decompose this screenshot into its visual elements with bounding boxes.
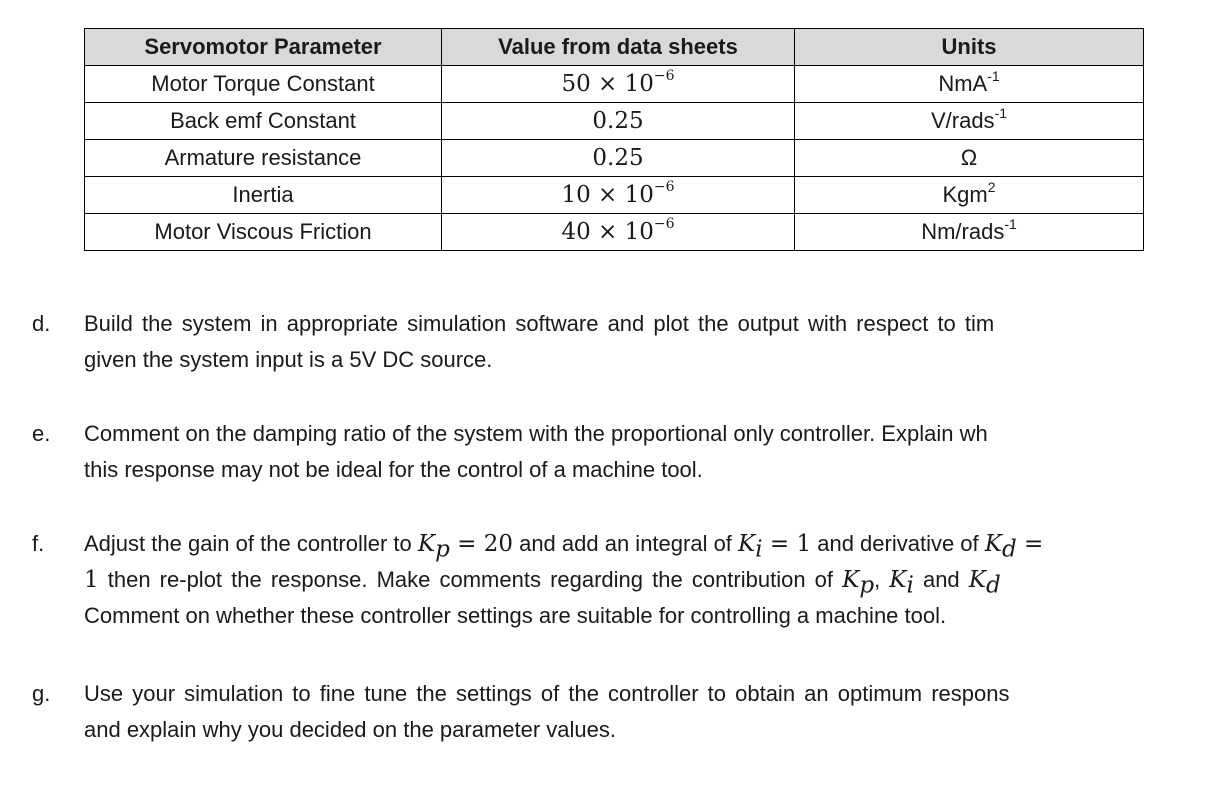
header-units: Units [795,29,1144,66]
question-letter: d. [32,311,51,336]
parameter-cell: Armature resistance [85,140,442,177]
parameter-cell: Back emf Constant [85,103,442,140]
unit-cell: Ω [795,140,1144,177]
value-cell: 0.25 [442,140,795,177]
unit-cell: Nm/rads$^{-1}$ [795,214,1144,251]
question-text: Comment on the damping ratio of the system with the proportional only controller. Explain wh this response may not be ideal for the control of a machine tool. [84,421,988,482]
table-row [85,177,1144,214]
question-list [0,300,1218,812]
question-text: Adjust the gain of the controller to $K_p = 20$ and add an integral of $K_i = 1$ and derivative of $K_d$ = 1 then re-plot the response. Make comments regarding the contribution of $K_p$, $K_i$ and $K_d$ Comment on whether these controller settings are suitable for controlling a machine tool. [84,531,1044,628]
question-letter: e. [32,421,51,446]
question-letter: g. [32,681,51,706]
parameter-cell: Motor Viscous Friction [85,214,442,251]
header-parameter: Servomotor Parameter [85,29,442,66]
unit-cell: NmA$^{-1}$ [795,66,1144,103]
value-cell: $50 \times 10^{-6}$ [442,66,795,103]
value-cell: $10 \times 10^{-6}$ [442,177,795,214]
parameter-cell: Inertia [85,177,442,214]
question-text: Build the system in appropriate simulation software and plot the output with respect to tim given the system input is a 5V DC source. [84,311,995,372]
header-value: Value from data sheets [442,29,795,66]
table-row [85,214,1144,251]
table-row [85,103,1144,140]
unit-cell: V/rads$^{-1}$ [795,103,1144,140]
value-cell: $40 \times 10^{-6}$ [442,214,795,251]
parameter-cell: Motor Torque Constant [85,66,442,103]
unit-cell: Kgm$^2$ [795,177,1144,214]
question-text: Use your simulation to fine tune the settings of the controller to obtain an optimum respons and explain why you decided on the parameter values. [84,681,1010,742]
table-row [85,66,1144,103]
value-cell: 0.25 [442,103,795,140]
question-letter: f. [32,531,45,556]
servomotor-parameter-table [84,28,1144,251]
table-header-row [85,29,1144,66]
table-row [85,140,1144,177]
